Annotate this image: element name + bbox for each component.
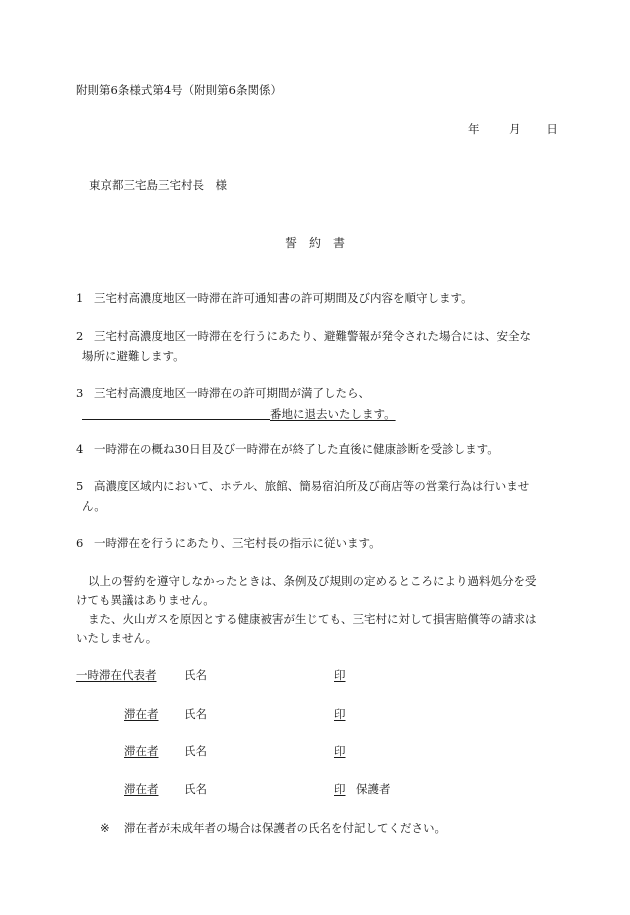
stayer-name-field[interactable] [184, 784, 334, 796]
name-label: 氏名 [184, 668, 207, 682]
clause-6 [76, 538, 381, 550]
clause-3-address [82, 407, 396, 421]
pledge-line-1: 以上の誓約を遵守しなかったときは、条例及び規則の定めるところにより過料処分を受 [88, 574, 537, 588]
date-line [468, 124, 558, 136]
pledge-line-3: また、火山ガスを原因とする健康被害が生じても、三宅村に対して損害賠償等の請求は [88, 612, 537, 626]
seal-mark: 印 [334, 744, 346, 758]
name-label: 氏名 [184, 744, 207, 758]
clause-text: 一時滞在の概ね30日目及び一時滞在が終了した直後に健康診断を受診します。 [94, 442, 499, 456]
clause-number: 5 [76, 479, 84, 493]
clause-2-continuation: 場所に避難します。 [82, 349, 185, 363]
representative-label: 一時滞在代表者 [76, 668, 157, 682]
stayer-label: 滞在者 [124, 744, 159, 758]
stayer-label: 滞在者 [124, 782, 159, 796]
clause-text: 三宅村高濃度地区一時滞在を行うにあたり、避難警報が発令された場合には、安全な [94, 329, 531, 343]
guardian-label: 保護者 [356, 782, 391, 796]
name-label: 氏名 [184, 782, 207, 796]
stayer-label: 滞在者 [124, 707, 159, 721]
addressee: 東京都三宅島三宅村長 様 [89, 178, 227, 192]
clause-text: 三宅村高濃度地区一時滞在許可通知書の許可期間及び内容を順守します。 [94, 291, 473, 305]
signature-row-stayer-2 [76, 746, 346, 758]
guardian-field[interactable] [356, 784, 546, 796]
stayer-name-field[interactable] [184, 746, 334, 758]
footnote-text: 滞在者が未成年者の場合は保護者の氏名を付記してください。 [124, 821, 446, 835]
clause-2 [76, 331, 531, 343]
clause-text: 高濃度区域内において、ホテル、旅館、簡易宿泊所及び商店等の営業行為は行いませ [94, 479, 530, 493]
asterisk-mark-icon: ※ [100, 821, 110, 835]
clause-5-continuation: ん。 [82, 499, 106, 513]
signature-row-representative [76, 670, 346, 682]
seal-mark: 印 [334, 782, 346, 796]
footnote [100, 823, 446, 835]
clause-number: 6 [76, 536, 84, 550]
clause-5 [76, 481, 529, 493]
signature-row-stayer-1 [76, 709, 346, 721]
date-year: 年 [468, 122, 480, 136]
date-day: 日 [546, 122, 558, 136]
signature-row-stayer-3 [76, 784, 546, 796]
clause-4 [76, 444, 499, 456]
pledge-line-4: いたしません。 [76, 631, 158, 645]
name-label: 氏名 [184, 707, 207, 721]
stayer-name-field[interactable] [184, 709, 334, 721]
document-title: 誓 約 書 [285, 236, 346, 250]
clause-3 [76, 388, 370, 400]
clause-number: 2 [76, 329, 84, 343]
date-month: 月 [509, 122, 521, 136]
pledge-line-2: けても異議はありません。 [76, 593, 215, 607]
form-reference: 附則第6条様式第4号（附則第6条関係） [76, 83, 282, 97]
clause-1 [76, 293, 473, 305]
clause-text: 三宅村高濃度地区一時滞在の許可期間が満了したら、 [94, 386, 370, 400]
seal-mark: 印 [334, 707, 346, 721]
address-blank-line [82, 407, 270, 420]
representative-name-field[interactable] [184, 670, 334, 682]
clause-text: 一時滞在を行うにあたり、三宅村長の指示に従います。 [94, 536, 381, 550]
seal-mark: 印 [334, 668, 346, 682]
clause-number: 1 [76, 291, 84, 305]
clause-number: 3 [76, 386, 84, 400]
clause-number: 4 [76, 442, 84, 456]
address-suffix: 番地に退去いたします。 [270, 407, 396, 421]
